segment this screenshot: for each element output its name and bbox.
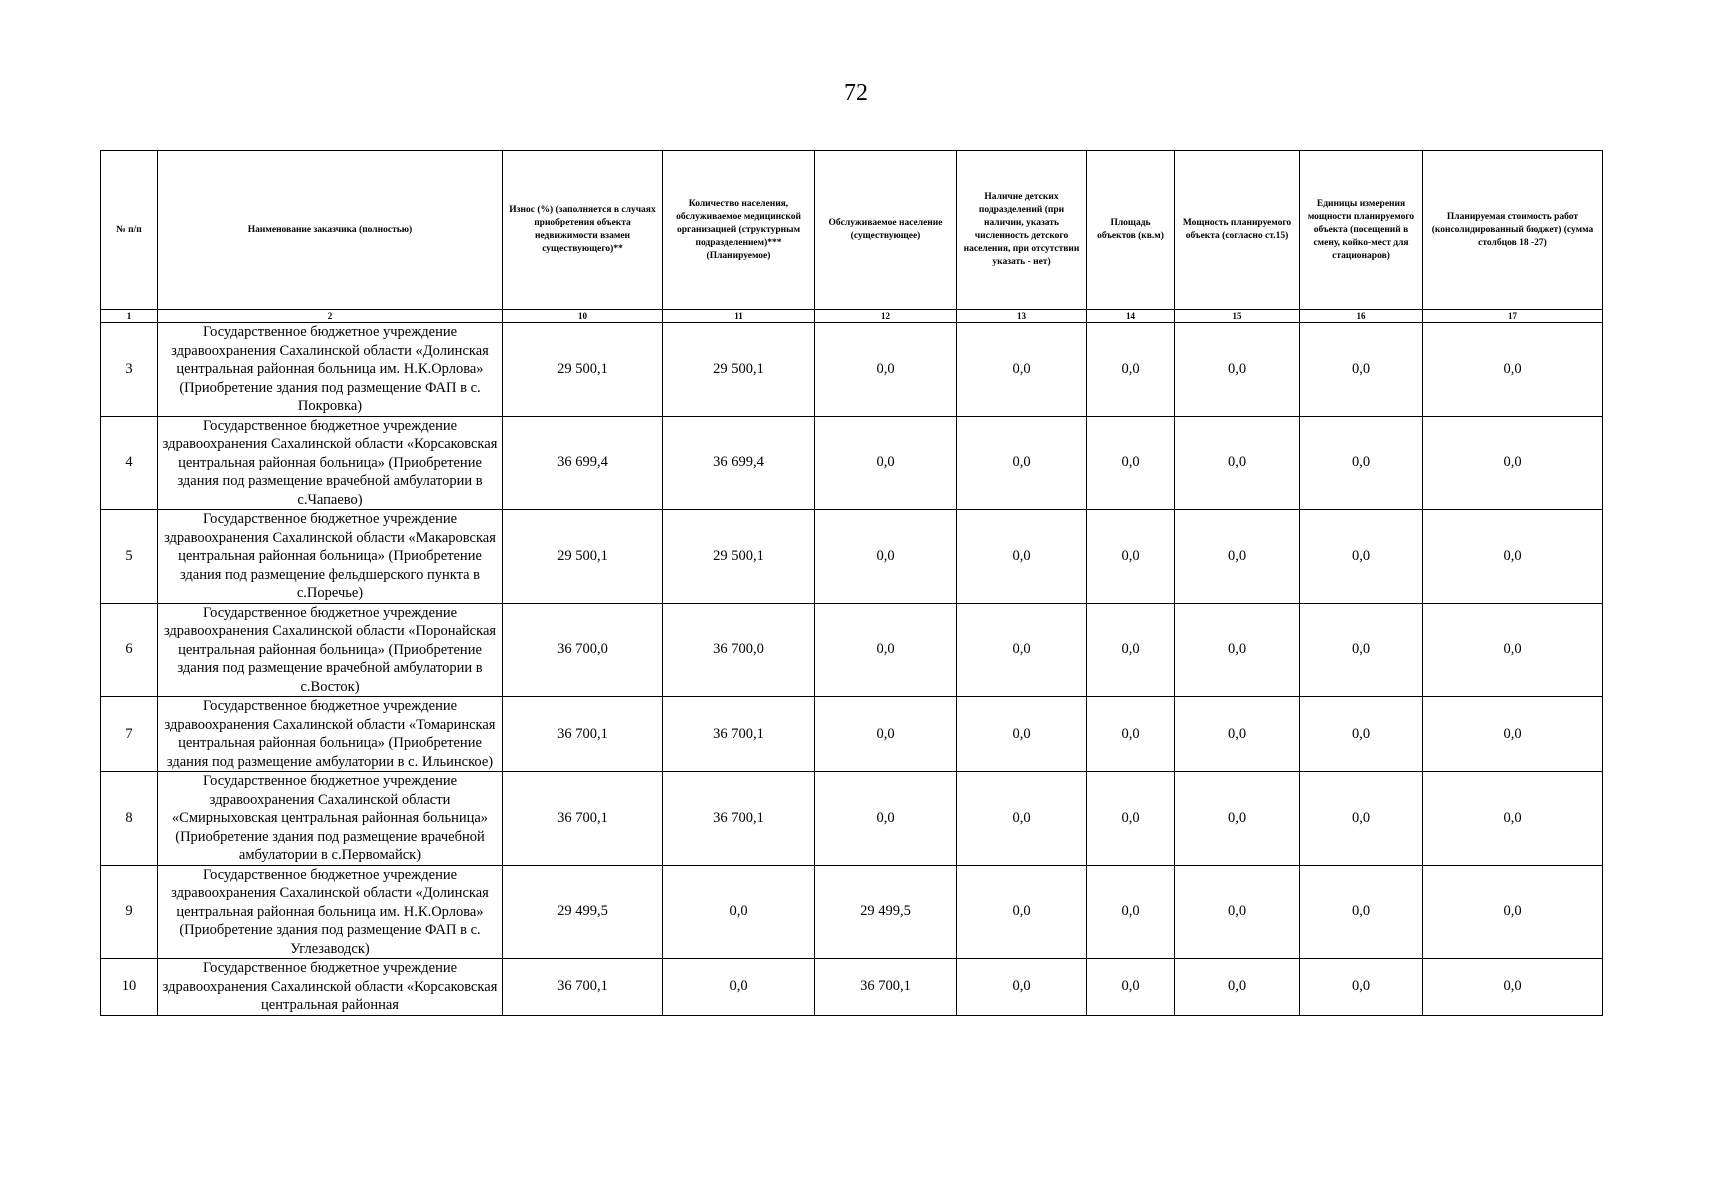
column-number: 12 xyxy=(815,310,957,323)
header-cell-existing-population: Обслуживаемое население (существующее) xyxy=(815,151,957,310)
cell-planned-cost: 0,0 xyxy=(1423,416,1603,510)
customer-name: Государственное бюджетное учреждение здравоохранения Сахалинской области «Долинская центральная районная больница им. Н.К.Орлова» (Приобретение здания под размещение ФАП в с. Углезаводск) xyxy=(158,865,503,959)
cell-area: 0,0 xyxy=(1087,697,1175,772)
customer-name: Государственное бюджетное учреждение здравоохранения Сахалинской области «Долинская центральная районная больница им. Н.К.Орлова» (Приобретение здания под размещение ФАП в с. Покровка) xyxy=(158,323,503,417)
cell-wear: 36 700,1 xyxy=(503,697,663,772)
cell-existing-population: 0,0 xyxy=(815,323,957,417)
header-cell-name: Наименование заказчика (полностью) xyxy=(158,151,503,310)
cell-area: 0,0 xyxy=(1087,603,1175,697)
column-number: 1 xyxy=(101,310,158,323)
column-number: 10 xyxy=(503,310,663,323)
column-number: 2 xyxy=(158,310,503,323)
table-row xyxy=(101,865,1603,959)
row-number: 5 xyxy=(101,510,158,604)
row-number: 4 xyxy=(101,416,158,510)
cell-planned-cost: 0,0 xyxy=(1423,323,1603,417)
customer-name: Государственное бюджетное учреждение здравоохранения Сахалинской области «Поронайская центральная районная больница» (Приобретение здания под размещение врачебной амбулатории в с.Восток) xyxy=(158,603,503,697)
cell-capacity: 0,0 xyxy=(1175,603,1300,697)
cell-child-units: 0,0 xyxy=(957,697,1087,772)
row-number: 10 xyxy=(101,959,158,1016)
cell-area: 0,0 xyxy=(1087,772,1175,866)
cell-child-units: 0,0 xyxy=(957,603,1087,697)
cell-child-units: 0,0 xyxy=(957,323,1087,417)
column-number-row xyxy=(101,310,1603,323)
cell-capacity-units: 0,0 xyxy=(1300,510,1423,604)
cell-wear: 36 700,0 xyxy=(503,603,663,697)
customer-name: Государственное бюджетное учреждение здравоохранения Сахалинской области «Смирныховская центральная районная больница» (Приобретение здания под размещение врачебной амбулатории в с.Первомайск) xyxy=(158,772,503,866)
cell-existing-population: 29 499,5 xyxy=(815,865,957,959)
cell-planned-population: 36 700,1 xyxy=(663,772,815,866)
cell-area: 0,0 xyxy=(1087,959,1175,1016)
cell-capacity: 0,0 xyxy=(1175,510,1300,604)
cell-planned-cost: 0,0 xyxy=(1423,510,1603,604)
cell-capacity: 0,0 xyxy=(1175,772,1300,866)
cell-planned-population: 36 699,4 xyxy=(663,416,815,510)
cell-existing-population: 0,0 xyxy=(815,510,957,604)
cell-child-units: 0,0 xyxy=(957,772,1087,866)
cell-capacity: 0,0 xyxy=(1175,697,1300,772)
cell-planned-population: 29 500,1 xyxy=(663,510,815,604)
cell-child-units: 0,0 xyxy=(957,510,1087,604)
cell-planned-population: 0,0 xyxy=(663,959,815,1016)
cell-existing-population: 36 700,1 xyxy=(815,959,957,1016)
cell-capacity-units: 0,0 xyxy=(1300,772,1423,866)
cell-existing-population: 0,0 xyxy=(815,697,957,772)
table-row xyxy=(101,697,1603,772)
table-row xyxy=(101,323,1603,417)
cell-existing-population: 0,0 xyxy=(815,772,957,866)
page-number: 72 xyxy=(844,80,868,106)
cell-capacity-units: 0,0 xyxy=(1300,416,1423,510)
cell-capacity-units: 0,0 xyxy=(1300,603,1423,697)
cell-child-units: 0,0 xyxy=(957,959,1087,1016)
cell-planned-cost: 0,0 xyxy=(1423,865,1603,959)
cell-wear: 29 500,1 xyxy=(503,510,663,604)
cell-planned-cost: 0,0 xyxy=(1423,697,1603,772)
header-cell-wear: Износ (%) (заполняется в случаях приобретения объекта недвижимости взамен существующего)** xyxy=(503,151,663,310)
column-number: 15 xyxy=(1175,310,1300,323)
table-row xyxy=(101,416,1603,510)
cell-planned-cost: 0,0 xyxy=(1423,603,1603,697)
cell-capacity-units: 0,0 xyxy=(1300,323,1423,417)
cell-existing-population: 0,0 xyxy=(815,416,957,510)
cell-capacity-units: 0,0 xyxy=(1300,697,1423,772)
header-row xyxy=(101,151,1603,310)
customer-name: Государственное бюджетное учреждение здравоохранения Сахалинской области «Корсаковская центральная районная больница» (Приобретение здания под размещение врачебной амбулатории в с.Чапаево) xyxy=(158,416,503,510)
column-number: 17 xyxy=(1423,310,1603,323)
cell-capacity: 0,0 xyxy=(1175,323,1300,417)
cell-wear: 36 700,1 xyxy=(503,959,663,1016)
customer-name: Государственное бюджетное учреждение здравоохранения Сахалинской области «Томаринская центральная районная больница» (Приобретение здания под размещение амбулатории в с. Ильинское) xyxy=(158,697,503,772)
cell-planned-population: 36 700,0 xyxy=(663,603,815,697)
column-number: 11 xyxy=(663,310,815,323)
header-cell-child-units: Наличие детских подразделений (при наличии, указать численность детского населения, при отсутствии указать - нет) xyxy=(957,151,1087,310)
customer-name: Государственное бюджетное учреждение здравоохранения Сахалинской области «Макаровская центральная районная больница» (Приобретение здания под размещение фельдшерского пункта в с.Поречье) xyxy=(158,510,503,604)
cell-wear: 36 700,1 xyxy=(503,772,663,866)
header-cell-planned-cost: Планируемая стоимость работ (консолидированный бюджет) (сумма столбцов 18 -27) xyxy=(1423,151,1603,310)
cell-area: 0,0 xyxy=(1087,510,1175,604)
table-row xyxy=(101,772,1603,866)
column-number: 13 xyxy=(957,310,1087,323)
cell-planned-cost: 0,0 xyxy=(1423,772,1603,866)
cell-capacity-units: 0,0 xyxy=(1300,959,1423,1016)
cell-area: 0,0 xyxy=(1087,416,1175,510)
table-row xyxy=(101,603,1603,697)
table-row xyxy=(101,959,1603,1016)
cell-planned-cost: 0,0 xyxy=(1423,959,1603,1016)
table-row xyxy=(101,510,1603,604)
cell-existing-population: 0,0 xyxy=(815,603,957,697)
cell-child-units: 0,0 xyxy=(957,416,1087,510)
cell-capacity: 0,0 xyxy=(1175,865,1300,959)
header-cell-area: Площадь объектов (кв.м) xyxy=(1087,151,1175,310)
data-table xyxy=(100,150,1603,1016)
row-number: 3 xyxy=(101,323,158,417)
cell-planned-population: 36 700,1 xyxy=(663,697,815,772)
row-number: 7 xyxy=(101,697,158,772)
cell-area: 0,0 xyxy=(1087,323,1175,417)
cell-area: 0,0 xyxy=(1087,865,1175,959)
header-cell-planned-population: Количество населения, обслуживаемое медицинской организацией (структурным подразделением)*** (Планируемое) xyxy=(663,151,815,310)
row-number: 8 xyxy=(101,772,158,866)
cell-capacity-units: 0,0 xyxy=(1300,865,1423,959)
header-cell-capacity: Мощность планируемого объекта (согласно ст.15) xyxy=(1175,151,1300,310)
cell-wear: 36 699,4 xyxy=(503,416,663,510)
column-number: 16 xyxy=(1300,310,1423,323)
cell-planned-population: 29 500,1 xyxy=(663,323,815,417)
cell-wear: 29 499,5 xyxy=(503,865,663,959)
header-cell-capacity-units: Единицы измерения мощности планируемого объекта (посещений в смену, койко-мест для стационаров) xyxy=(1300,151,1423,310)
cell-wear: 29 500,1 xyxy=(503,323,663,417)
header-cell-num: № п/п xyxy=(101,151,158,310)
cell-planned-population: 0,0 xyxy=(663,865,815,959)
cell-child-units: 0,0 xyxy=(957,865,1087,959)
customer-name: Государственное бюджетное учреждение здравоохранения Сахалинской области «Корсаковская центральная районная xyxy=(158,959,503,1016)
cell-capacity: 0,0 xyxy=(1175,959,1300,1016)
row-number: 9 xyxy=(101,865,158,959)
cell-capacity: 0,0 xyxy=(1175,416,1300,510)
column-number: 14 xyxy=(1087,310,1175,323)
row-number: 6 xyxy=(101,603,158,697)
